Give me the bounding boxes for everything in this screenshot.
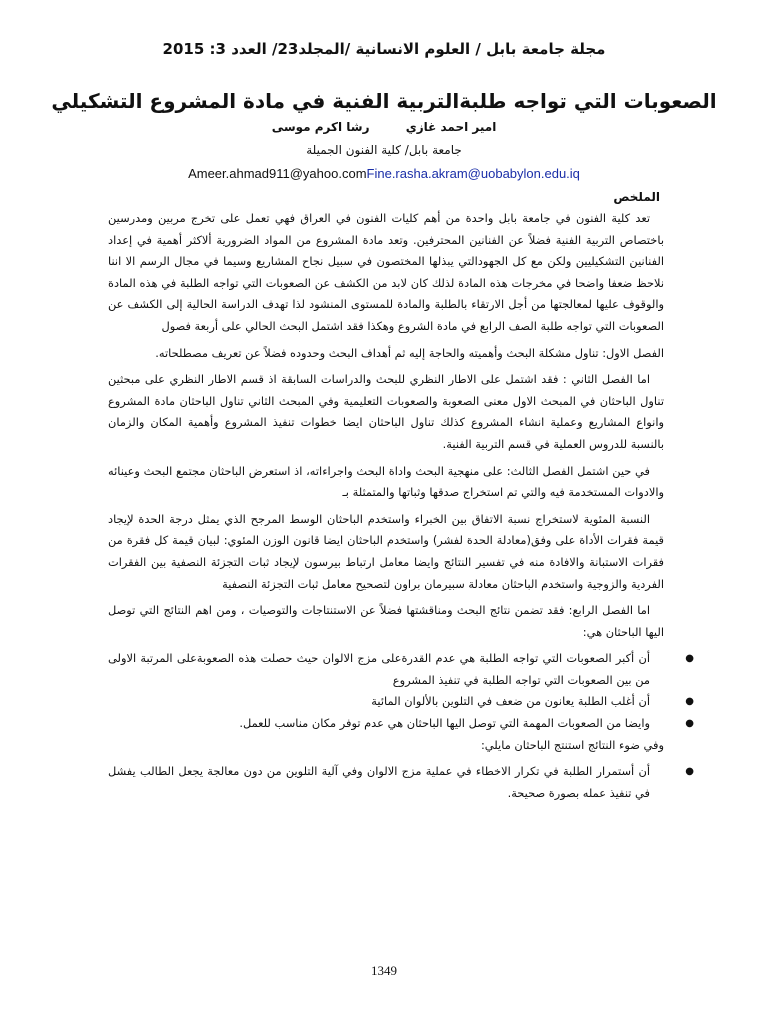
- results-list-item: [108, 648, 694, 691]
- page-number: 1349: [371, 963, 397, 978]
- conclusions-item-text: أن أستمرار الطلبة في تكرار الاخطاء في عملية مزج الالوان وفي آلية التلوين من دون معالجة يجعل الطالب يفشل في تنفيذ عمله بصورة صحيحة.: [108, 764, 650, 800]
- abstract-paragraph-4: في حين اشتمل الفصل الثالث: على منهجية البحث واداة البحث واجراءاته، اذ استعرض الباحثان مجتمع البحث وعينائه والادوات المستخدمة فيه والتي تم استخراج صدقها وثباتها والمتمثلة بـ: [108, 463, 664, 500]
- affiliation: جامعة بابل/ كلية الفنون الجميلة: [306, 143, 462, 157]
- abstract-paragraph-3: اما الفصل الثاني : فقد اشتمل على الاطار النظري للبحث والدراسات السابقة اذ قسم الاطار النظري على مبحثين تناول الباحثان في المبحث الاول معنى الصعوبة والصعوبات التعليمية وفي المبحث الثاني تناول الباحثان مادة المشروع وانواع المشاريع وعملية انشاء المشروع كذلك تناول الباحثان ايضا خطوات تنفيذ المشروع وأهمية المكان والزمان بالنسبة للدروس العملية في قسم التربية الفنية.: [108, 372, 664, 451]
- results-item-text: أن أكبر الصعوبات التي تواجه الطلبة هي عدم القدرةعلى مزج الالوان حيث حصلت هذه الصعوبةعلى المرتبة الاولى من بين الصعوبات التي تواجه الطلبة في تنفيذ المشروع: [108, 651, 650, 687]
- paper-title: الصعوبات التي تواجه طلبةالتربية الفنية في مادة المشروع التشكيلي: [51, 89, 717, 113]
- bullet-icon: ●: [685, 696, 694, 708]
- abstract-paragraph-1: تعد كلية الفنون في جامعة بابل واحدة من أهم كليات الفنون في العراق فهي تعمل على تخرج مربين ومدرسين باختصاص التربية الفنية فضلاً عن الفنانين المحترفين. وتعد مادة المشروع من المواد الضرورية ألاكثر أهمية في إعداد الفنانين التشكيليين ولكن مع كل الجهودالتي يبذلها المختصون في سبيل نجاح المشاريع وسيما في مجال الرسم الا اننا نلاحظ ضعفا واضحا في مخرجات هذه المادة لذلك كان لابد من الكشف عن الصعوبات التي تواجه الطلبة في هذه المادة والوقوف عليها لمعالجتها من أجل الارتقاء بالطلبة والمادة للمستوى المنشود لذا تهدف الدراسة الحالية إلى الكشف عن الصعوبات التي تواجه طلبة الصف الرابع في مادة الشروع وهكذا فقد اشتمل البحث الحالي على أربعة فصول: [108, 211, 664, 333]
- results-item-text: أن أغلب الطلبة يعانون من ضعف في التلوين بالألوان المائية: [371, 694, 650, 709]
- abstract-paragraph-5: النسبة المئوية لاستخراج نسبة الاتفاق بين الخبراء واستخدم الباحثان الوسط المرجح الذي يمثل درجة الحدة لإيجاد قيمة فقرات الأداة على وفق(معادلة الحدة لفشر) واستخدم الباحثان ايضا قانون الوزن المئوي: لبيان قيمة كل فقرة من فقرات الاستبانة والافادة منه في تفسير النتائج وايضا معامل ارتباط بيرسون لإيجاد ثبات التجزئة النصفية بين الفقرات الفردية والزوجية واستخدم الباحثان معادلة سبيرمان براون لتصحيح معامل ثبات التجزئة النصفية: [108, 511, 664, 591]
- authors: [0, 120, 768, 134]
- conclusions-list-item: [108, 761, 694, 804]
- bullet-icon: ●: [685, 718, 694, 730]
- abstract-paragraph-2: الفصل الاول: تناول مشكلة البحث وأهميته والحاجة إليه ثم أهداف البحث وحدوده فضلاً عن تعريف مصطلحاته.: [155, 345, 664, 360]
- journal-header: مجلة جامعة بابل / العلوم الانسانية /المجلد23/ العدد 3: 2015: [162, 40, 606, 58]
- conclusions-intro: وفي ضوء النتائج استنتج الباحثان مايلي:: [480, 737, 664, 752]
- author-2: رشا اكرم موسى: [271, 120, 370, 134]
- results-list-item: [108, 713, 694, 735]
- author-1: امير احمد غازي: [405, 120, 497, 134]
- bullet-icon: ●: [685, 653, 694, 665]
- results-list-item: [108, 691, 694, 713]
- email-2[interactable]: Fine.rasha.akram@uobabylon.edu.iq: [366, 166, 580, 181]
- conclusions-list: [108, 761, 694, 804]
- abstract-heading: الملخص: [613, 190, 660, 204]
- results-item-text: وايضا من الصعوبات المهمة التي توصل اليها الباحثان هي عدم توفر مكان مناسب للعمل.: [239, 716, 650, 731]
- results-list: [108, 648, 694, 734]
- bullet-icon: ●: [685, 766, 694, 778]
- author-emails: [0, 166, 768, 181]
- abstract-paragraph-6: اما الفصل الرابع: فقد تضمن نتائج البحث ومناقشتها فضلاً عن الاستنتاجات والتوصيات ، ومن اهم النتائج التي توصل اليها الباحثان هي:: [108, 603, 664, 639]
- email-1[interactable]: Ameer.ahmad911@yahoo.com: [188, 166, 367, 181]
- abstract-body: [108, 208, 694, 804]
